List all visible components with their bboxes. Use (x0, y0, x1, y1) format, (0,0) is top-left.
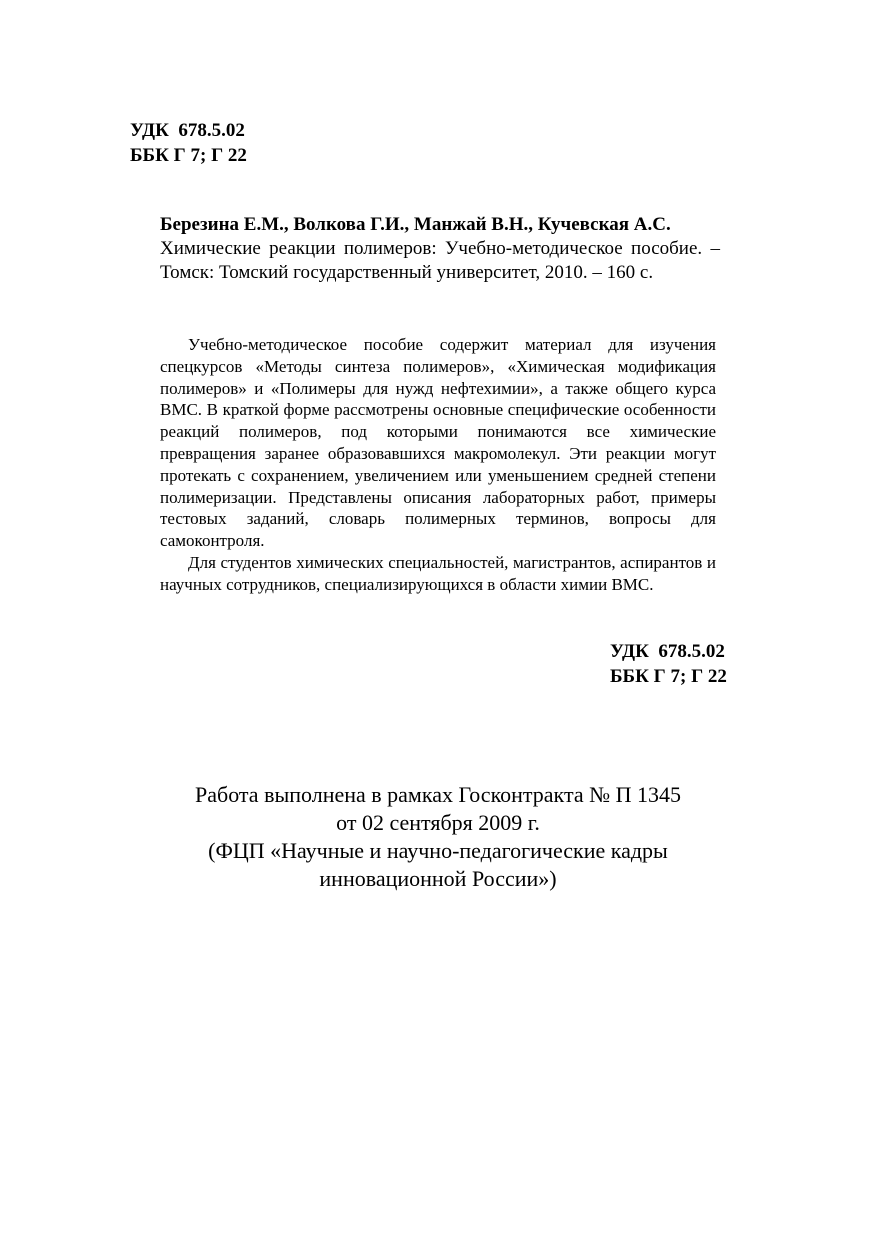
bibliographic-citation (160, 213, 720, 285)
abstract-paragraph: Учебно-методическое пособие содержит материал для изучения спецкурсов «Методы синтеза полимеров», «Химическая модификация полимеров» и «Полимеры для нужд нефтехимии», а также общего курса ВМС. В краткой форме рассмотрены основные специфические особенности реакций полимеров, под которыми понимаются все химические превращения заранее образовавшихся макромолекул. Эти реакции могут протекать с сохранением, увеличением или уменьшением средней степени полимеризации. Представлены описания лабораторных работ, примеры тестовых заданий, словарь полимерных терминов, вопросы для самоконтроля. (160, 335, 716, 551)
udk-code: УДК 678.5.02 (130, 120, 245, 141)
funding-line: от 02 сентября 2009 г. (336, 810, 540, 835)
funding-note (150, 781, 726, 893)
udk-code: УДК 678.5.02 (610, 641, 725, 662)
citation-authors: Березина Е.М., Волкова Г.И., Манжай В.Н., Кучевская А.С. (160, 214, 671, 235)
bbk-code: ББК Г 7; Г 22 (610, 666, 727, 687)
funding-line: (ФЦП «Научные и научно-педагогические кадры (208, 838, 668, 863)
abstract (160, 334, 716, 596)
classification-codes-bottom (610, 639, 727, 689)
citation-publisher: Томск: Томский государственный университет, 2010. – 160 с. (160, 262, 654, 283)
funding-line: Работа выполнена в рамках Госконтракта № П 1345 (195, 782, 681, 807)
classification-codes-top (130, 118, 247, 168)
abstract-paragraph: Для студентов химических специальностей, магистрантов, аспирантов и научных сотрудников, специализирующихся в области химии ВМС. (160, 552, 716, 594)
bbk-code: ББК Г 7; Г 22 (130, 145, 247, 166)
citation-title: Химические реакции полимеров: Учебно-методическое пособие. – (160, 238, 720, 259)
funding-line: инновационной России») (319, 866, 557, 891)
